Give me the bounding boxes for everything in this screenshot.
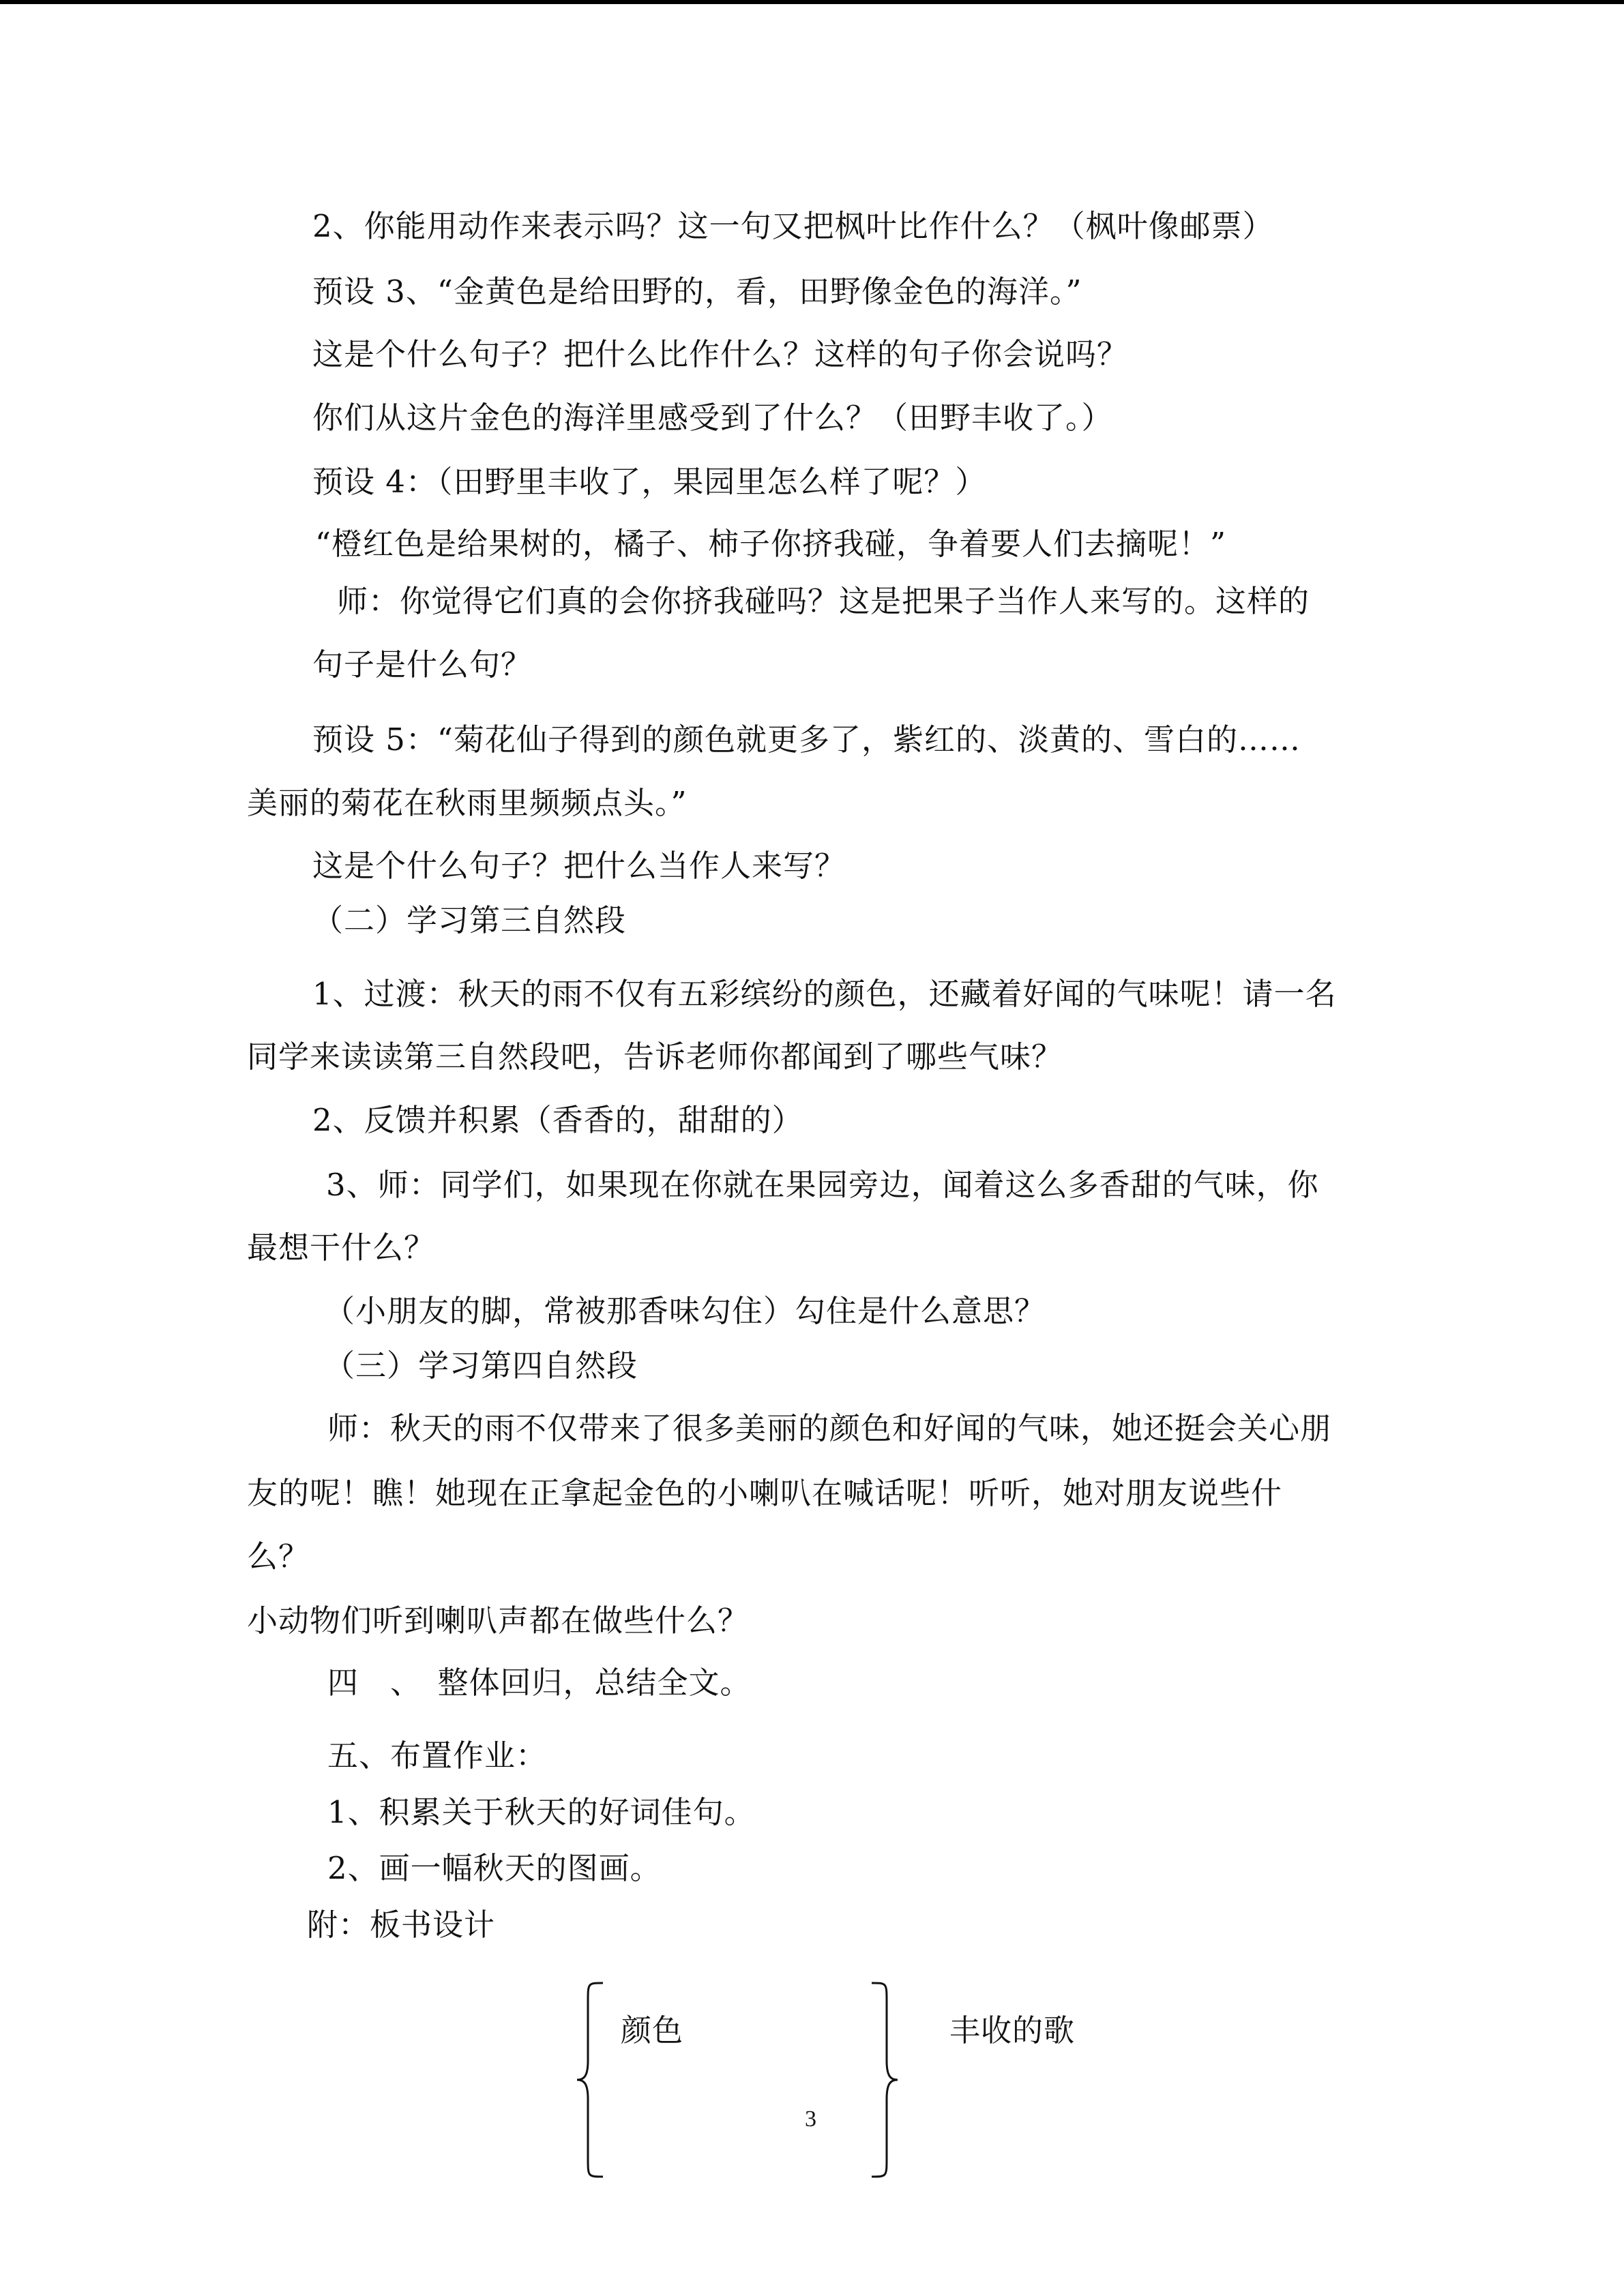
text-line: 么？ [247,1538,310,1575]
board-right-label: 丰收的歌 [949,2012,1076,2048]
text-line: 2、你能用动作来表示吗？这一句又把枫叶比作什么？（枫叶像邮票） [312,208,1274,244]
text-line: 预设 5：“菊花仙子得到的颜色就更多了，紫红的、淡黄的、雪白的…… [312,721,1301,758]
text-line: 句子是什么句？ [312,646,533,683]
text-line: “橙红色是给果树的，橘子、柿子你挤我碰，争着要人们去摘呢！” [315,526,1227,562]
text-line: 这是个什么句子？把什么当作人来写？ [312,848,846,884]
text-line: 3、师：同学们，如果现在你就在果园旁边，闻着这么多香甜的气味，你 [326,1167,1319,1203]
text-line: 最想干什么？ [247,1229,436,1266]
text-line: 师：你觉得它们真的会你挤我碰吗？这是把果子当作人来写的。这样的 [337,583,1310,619]
page-top-rule [0,0,1624,4]
text-line: 2、画一幅秋天的图画。 [327,1850,662,1886]
section-heading: （二）学习第三自然段 [312,902,627,938]
page-number: 3 [805,2106,816,2132]
text-line: 美丽的菊花在秋雨里频频点头。” [247,785,688,821]
text-line: 2、反馈并积累（香香的，甜甜的） [312,1102,803,1138]
text-line: （小朋友的脚，常被那香味勾住）勾住是什么意思？ [324,1293,1046,1329]
section-heading: 四 、 整体回归，总结全文。 [327,1665,752,1701]
board-left-label: 颜色 [621,2012,684,2048]
text-line: 预设 4：（田野里丰收了，果园里怎么样了呢？） [312,464,987,500]
section-heading: 五、布置作业： [327,1738,548,1774]
text-line: 同学来读读第三自然段吧，告诉老师你都闻到了哪些气味？ [247,1039,1063,1075]
right-curly-brace [861,1978,902,2182]
text-line: 友的呢！瞧！她现在正拿起金色的小喇叭在喊话呢！听听，她对朋友说些什 [247,1475,1283,1511]
text-line: 师：秋天的雨不仅带来了很多美丽的颜色和好闻的气味，她还挺会关心朋 [327,1410,1332,1446]
text-line: 你们从这片金色的海洋里感受到了什么？（田野丰收了。） [312,400,1113,436]
text-line: 这是个什么句子？把什么比作什么？这样的句子你会说吗？ [312,336,1129,372]
section-heading: （三）学习第四自然段 [324,1347,638,1384]
left-curly-brace [573,1978,614,2182]
text-line: 附：板书设计 [307,1907,496,1943]
text-line: 小动物们听到喇叭声都在做些什么？ [247,1602,750,1639]
text-line: 1、积累关于秋天的好词佳句。 [327,1794,756,1830]
text-line: 预设 3、“金黄色是给田野的，看，田野像金色的海洋。” [312,273,1082,310]
text-line: 1、过渡：秋天的雨不仅有五彩缤纷的颜色，还藏着好闻的气味呢！请一名 [312,976,1337,1012]
